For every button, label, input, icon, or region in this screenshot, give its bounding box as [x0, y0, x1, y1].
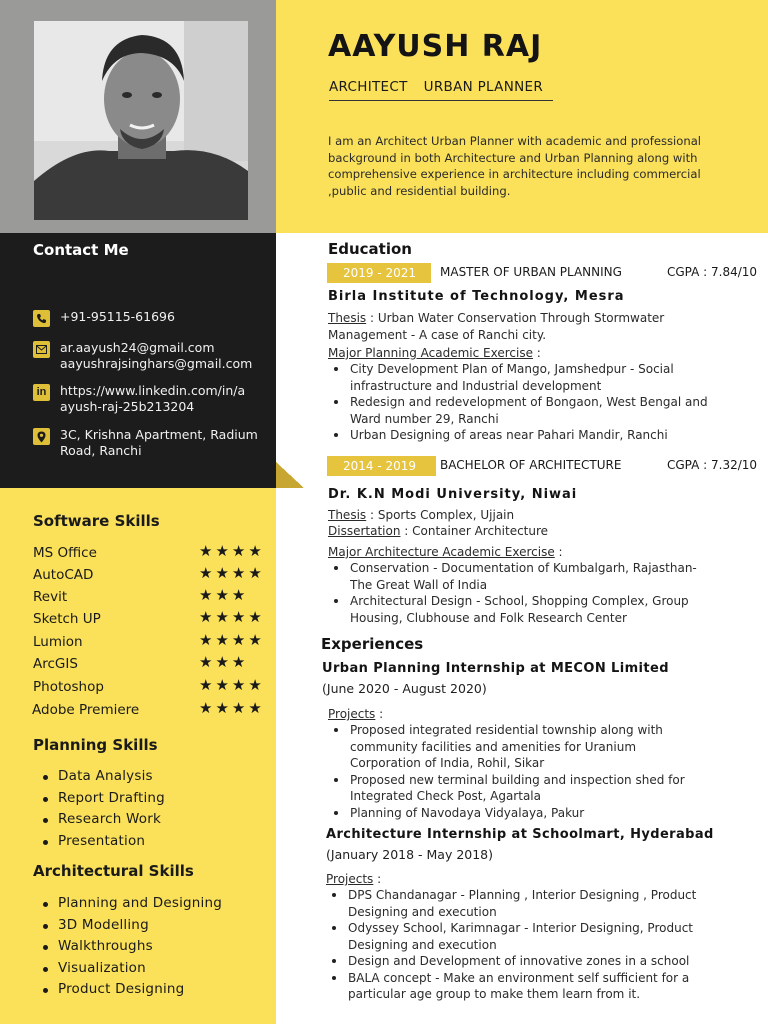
exercise-line — [328, 345, 541, 361]
projects-suffix: : — [375, 707, 384, 721]
star-rating: ★★★ — [199, 653, 249, 671]
experience-title: Architecture Internship at Schoolmart, Hyderabad — [326, 827, 714, 842]
projects-label: Projects — [328, 707, 376, 721]
thesis-text: : Urban Water Conservation Through Stormwater — [366, 311, 665, 325]
exercise-list — [328, 361, 718, 444]
phone-number[interactable]: +91-95115-61696 — [60, 309, 175, 324]
thesis-line — [328, 507, 514, 523]
skill-name: MS Office — [33, 545, 97, 561]
skill-name: Revit — [33, 589, 68, 605]
email-secondary[interactable]: aayushrajsinghars@gmail.com — [60, 356, 253, 371]
phone-icon — [33, 310, 50, 327]
list-item: Design and Development of innovative zones in a school — [326, 953, 716, 970]
degree-title: BACHELOR OF ARCHITECTURE — [440, 458, 622, 472]
skills-panel — [0, 488, 276, 1024]
list-item: 3D Modelling — [40, 917, 222, 939]
cgpa: CGPA : 7.32/10 — [667, 458, 758, 472]
list-item: Research Work — [40, 811, 165, 833]
role-urban-planner: URBAN PLANNER — [423, 79, 544, 95]
list-item: Proposed integrated residential township along with community facilities and amenities for Uranium Corporation of India, Rohil, Sikar — [328, 722, 703, 772]
linkedin-url-line-2[interactable]: ayush-raj-25b213204 — [60, 399, 195, 414]
profile-photo — [34, 21, 248, 220]
left-column — [0, 0, 276, 1024]
dissertation-text: : Container Architecture — [400, 524, 549, 538]
architectural-skills-list — [40, 895, 222, 1003]
star-rating: ★★★★ — [199, 676, 265, 694]
divider — [329, 100, 553, 101]
dissertation-label: Dissertation — [328, 524, 401, 538]
exercise-suffix: : — [532, 346, 541, 360]
exercise-label: Major Planning Academic Exercise — [328, 346, 533, 360]
list-item: Product Designing — [40, 981, 222, 1003]
contact-heading: Contact Me — [33, 241, 129, 259]
address-line-1: 3C, Krishna Apartment, Radium — [60, 427, 258, 442]
phone-row — [33, 309, 175, 327]
institute-name: Dr. K.N Modi University, Niwai — [328, 487, 578, 502]
location-pin-icon — [33, 428, 50, 445]
list-item: DPS Chandanagar - Planning , Interior Designing , Product Designing and execution — [326, 887, 716, 920]
linkedin-row — [33, 383, 245, 415]
star-rating: ★★★★ — [199, 564, 265, 582]
list-item: Proposed new terminal building and inspection shed for Integrated Check Post, Agartala — [328, 772, 703, 805]
exercise-list — [328, 560, 718, 626]
header-band — [276, 0, 768, 233]
planning-skills-list — [40, 768, 165, 854]
role-architect: ARCHITECT — [329, 79, 408, 95]
projects-suffix: : — [373, 872, 382, 886]
exercise-label: Major Architecture Academic Exercise — [328, 545, 555, 559]
degree-title: MASTER OF URBAN PLANNING — [440, 265, 622, 279]
institute-name: Birla Institute of Technology, Mesra — [328, 289, 625, 304]
list-item: Planning and Designing — [40, 895, 222, 917]
profile-summary: I am an Architect Urban Planner with academic and professional background in both Architecture and Urban Planning along with comprehensive experience in architecture including commercial ,public and residential building. — [328, 134, 702, 198]
years-badge: 2014 - 2019 — [327, 456, 436, 476]
projects-line — [328, 706, 383, 722]
planning-skills-heading: Planning Skills — [33, 736, 158, 754]
star-rating: ★★★★ — [199, 608, 265, 626]
exercise-suffix: : — [554, 545, 563, 559]
star-rating: ★★★★ — [199, 542, 265, 560]
skill-name: ArcGIS — [33, 656, 78, 672]
skill-name: Lumion — [33, 634, 83, 650]
skill-name: Adobe Premiere — [32, 702, 140, 718]
projects-list — [328, 722, 703, 821]
thesis-line — [328, 310, 664, 326]
experience-dates: (June 2020 - August 2020) — [322, 681, 487, 696]
star-rating: ★★★★ — [199, 699, 265, 717]
skill-name: AutoCAD — [33, 567, 94, 583]
thesis-label: Thesis — [328, 508, 367, 522]
projects-list — [326, 887, 716, 1003]
list-item: City Development Plan of Mango, Jamshedpur - Social infrastructure and Industrial development — [328, 361, 718, 394]
email-primary[interactable]: ar.aayush24@gmail.com — [60, 340, 215, 355]
cgpa: CGPA : 7.84/10 — [667, 265, 758, 279]
education-heading: Education — [328, 240, 412, 258]
list-item: Presentation — [40, 833, 165, 855]
experiences-heading: Experiences — [321, 635, 424, 653]
address-row — [33, 427, 258, 459]
list-item: Conservation - Documentation of Kumbalgarh, Rajasthan- The Great Wall of India — [328, 560, 718, 593]
star-rating: ★★★ — [199, 586, 249, 604]
experience-dates: (January 2018 - May 2018) — [326, 847, 494, 862]
contact-panel — [0, 233, 276, 488]
list-item: Data Analysis — [40, 768, 165, 790]
dissertation-line — [328, 523, 548, 539]
list-item: Redesign and redevelopment of Bongaon, West Bengal and Ward number 29, Ranchi — [328, 394, 718, 427]
list-item: Odyssey School, Karimnagar - Interior Designing, Product Designing and execution — [326, 920, 716, 953]
mail-icon — [33, 341, 50, 358]
address-line-2: Road, Ranchi — [60, 443, 142, 458]
experience-title: Urban Planning Internship at MECON Limited — [322, 661, 669, 676]
skill-name: Photoshop — [33, 679, 104, 695]
email-row — [33, 340, 252, 372]
linkedin-icon: in — [33, 384, 50, 401]
projects-line — [326, 871, 381, 887]
list-item: Urban Designing of areas near Pahari Mandir, Ranchi — [328, 427, 718, 444]
linkedin-url-line-1[interactable]: https://www.linkedin.com/in/a — [60, 383, 246, 398]
candidate-name: AAYUSH RAJ — [328, 29, 543, 64]
thesis-label: Thesis — [328, 311, 367, 325]
thesis-line-2: Management - A case of Ranchi city. — [328, 328, 547, 342]
skill-name: Sketch UP — [33, 611, 101, 627]
main-content — [276, 233, 768, 1024]
exercise-line — [328, 544, 563, 560]
list-item: Walkthroughs — [40, 938, 222, 960]
years-badge: 2019 - 2021 — [327, 263, 431, 283]
list-item: Visualization — [40, 960, 222, 982]
list-item: Architectural Design - School, Shopping Complex, Group Housing, Clubhouse and Folk Research Center — [328, 593, 718, 626]
software-skills-heading: Software Skills — [33, 512, 160, 530]
list-item: Planning of Navodaya Vidyalaya, Pakur — [328, 805, 703, 822]
roles — [329, 79, 543, 95]
thesis-text: : Sports Complex, Ujjain — [366, 508, 515, 522]
list-item: BALA concept - Make an environment self sufficient for a particular age group to make them learn from it. — [326, 970, 716, 1003]
architectural-skills-heading: Architectural Skills — [33, 862, 194, 880]
list-item: Report Drafting — [40, 790, 165, 812]
projects-label: Projects — [326, 872, 374, 886]
star-rating: ★★★★ — [199, 631, 265, 649]
